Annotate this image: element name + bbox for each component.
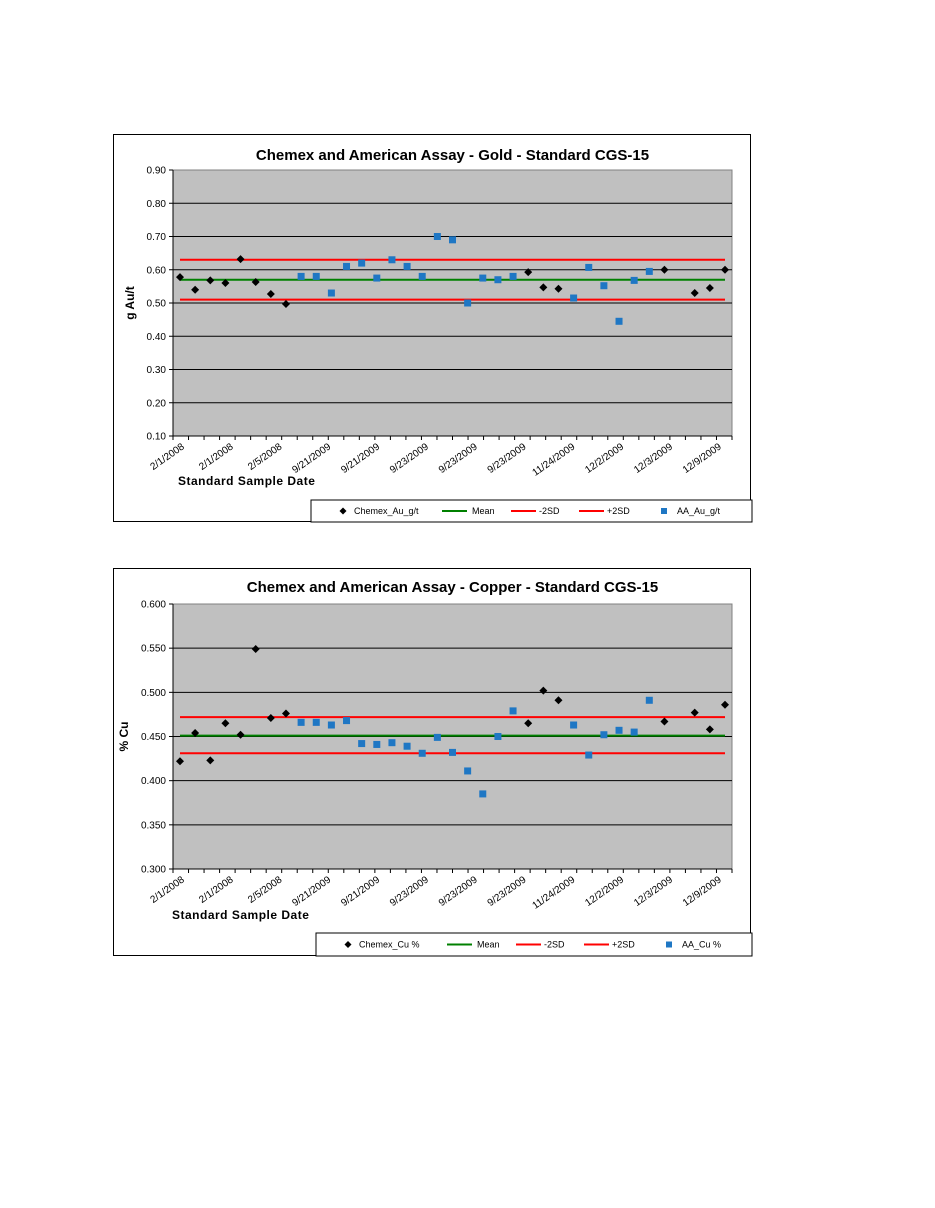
gold-y-tick-label: 0.50 [146, 298, 166, 310]
copper-aa-point [570, 722, 577, 729]
gold-legend-item: +2SD [607, 506, 630, 517]
copper-aa-point [328, 722, 335, 729]
copper-y-tick-label: 0.500 [140, 687, 166, 699]
gold-y-tick-label: 0.80 [146, 198, 166, 210]
gold-aa-point [358, 260, 365, 267]
copper-y-tick-label: 0.550 [140, 643, 166, 655]
gold-aa-point [616, 318, 623, 325]
gold-x-tick-label: 12/3/2009 [632, 441, 675, 476]
copper-legend-item: -2SD [544, 939, 565, 950]
gold-chart-title: Chemex and American Assay - Gold - Standard CGS-15 [255, 147, 650, 164]
gold-aa-point [404, 263, 411, 270]
copper-aa-point [510, 707, 517, 714]
gold-x-tick-label: 12/9/2009 [680, 441, 724, 476]
gold-aa-point [343, 263, 350, 270]
gold-y-tick-label: 0.90 [146, 165, 166, 177]
gold-legend-item: Chemex_Au_g/t [354, 506, 419, 517]
copper-legend-item: +2SD [612, 939, 635, 950]
gold-aa-point [313, 273, 320, 280]
gold-y-tick-label: 0.20 [146, 398, 166, 410]
copper-chart [113, 568, 751, 956]
gold-aa-point [479, 275, 486, 282]
copper-chart-title: Chemex and American Assay - Copper - Standard CGS-15 [246, 579, 659, 596]
gold-x-axis-label: Standard Sample Date [178, 474, 316, 488]
copper-x-tick-label: 9/23/2009 [388, 874, 431, 909]
copper-y-tick-label: 0.300 [140, 864, 166, 876]
copper-x-tick-label: 2/1/2008 [197, 874, 236, 906]
gold-x-tick-label: 9/21/2009 [290, 441, 334, 476]
gold-aa-point [298, 273, 305, 280]
copper-aa-point [388, 739, 395, 746]
copper-x-tick-label: 9/23/2009 [436, 874, 480, 909]
gold-aa-point [494, 276, 501, 283]
gold-aa-point [388, 256, 395, 263]
gold-x-tick-label: 2/5/2008 [246, 441, 285, 473]
copper-legend-marker-aa [666, 942, 672, 948]
gold-aa-point [328, 290, 335, 297]
copper-y-tick-label: 0.350 [140, 820, 166, 832]
gold-legend-marker-aa [661, 508, 667, 514]
copper-x-tick-label: 9/21/2009 [339, 874, 382, 909]
gold-aa-point [570, 295, 577, 302]
gold-x-tick-label: 9/23/2009 [485, 441, 529, 476]
copper-x-tick-label: 9/23/2009 [485, 874, 529, 909]
gold-legend-item: AA_Au_g/t [677, 506, 721, 517]
copper-aa-point [434, 734, 441, 741]
copper-aa-point [631, 729, 638, 736]
gold-legend-item: -2SD [539, 506, 560, 517]
gold-aa-point [464, 300, 471, 307]
gold-x-tick-label: 11/24/2009 [530, 441, 578, 479]
gold-y-tick-label: 0.10 [146, 431, 166, 443]
gold-y-axis-label: g Au/t [123, 286, 137, 320]
copper-aa-point [358, 740, 365, 747]
copper-aa-point [343, 717, 350, 724]
copper-x-tick-label: 11/24/2009 [530, 874, 578, 912]
gold-chart-svg [114, 135, 752, 523]
gold-x-tick-label: 9/23/2009 [436, 441, 480, 476]
copper-aa-point [449, 749, 456, 756]
gold-aa-point [646, 268, 653, 275]
copper-legend-item: Mean [477, 939, 500, 950]
copper-x-tick-label: 2/5/2008 [246, 874, 285, 906]
gold-aa-point [600, 282, 607, 289]
gold-y-tick-label: 0.40 [146, 331, 166, 343]
copper-x-tick-label: 2/1/2008 [148, 874, 187, 906]
copper-x-tick-label: 9/21/2009 [290, 874, 334, 909]
gold-aa-point [631, 277, 638, 284]
gold-y-tick-label: 0.70 [146, 232, 166, 243]
gold-aa-point [419, 273, 426, 280]
copper-aa-point [646, 697, 653, 704]
gold-x-tick-label: 9/23/2009 [388, 441, 431, 476]
gold-y-tick-label: 0.30 [146, 365, 166, 376]
gold-x-tick-label: 2/1/2008 [148, 441, 187, 473]
gold-aa-point [449, 236, 456, 243]
copper-aa-point [419, 750, 426, 757]
copper-aa-point [464, 767, 471, 774]
gold-aa-point [373, 275, 380, 282]
copper-x-axis-label: Standard Sample Date [172, 908, 310, 922]
gold-y-tick-label: 0.60 [146, 265, 166, 277]
copper-legend-item: AA_Cu % [682, 939, 722, 950]
copper-x-tick-label: 12/2/2009 [583, 874, 627, 909]
copper-aa-point [373, 741, 380, 748]
gold-chart [113, 134, 751, 522]
copper-x-tick-label: 12/3/2009 [632, 874, 675, 909]
copper-aa-point [313, 719, 320, 726]
gold-aa-point [434, 233, 441, 240]
copper-y-tick-label: 0.450 [140, 732, 166, 743]
gold-x-tick-label: 9/21/2009 [339, 441, 382, 476]
gold-aa-point [585, 264, 592, 271]
copper-aa-point [585, 752, 592, 759]
copper-aa-point [494, 733, 501, 740]
gold-x-tick-label: 2/1/2008 [197, 441, 236, 473]
copper-aa-point [616, 727, 623, 734]
gold-legend-item: Mean [472, 506, 495, 517]
copper-chart-svg [114, 569, 752, 957]
gold-aa-point [510, 273, 517, 280]
copper-y-tick-label: 0.600 [140, 599, 166, 611]
gold-x-tick-label: 12/2/2009 [583, 441, 627, 476]
copper-legend-item: Chemex_Cu % [359, 939, 420, 950]
copper-aa-point [479, 790, 486, 797]
copper-y-axis-label: % Cu [117, 721, 131, 752]
copper-x-tick-label: 12/9/2009 [680, 874, 724, 909]
copper-aa-point [404, 743, 411, 750]
copper-y-tick-label: 0.400 [140, 776, 166, 788]
copper-aa-point [298, 719, 305, 726]
copper-aa-point [600, 731, 607, 738]
